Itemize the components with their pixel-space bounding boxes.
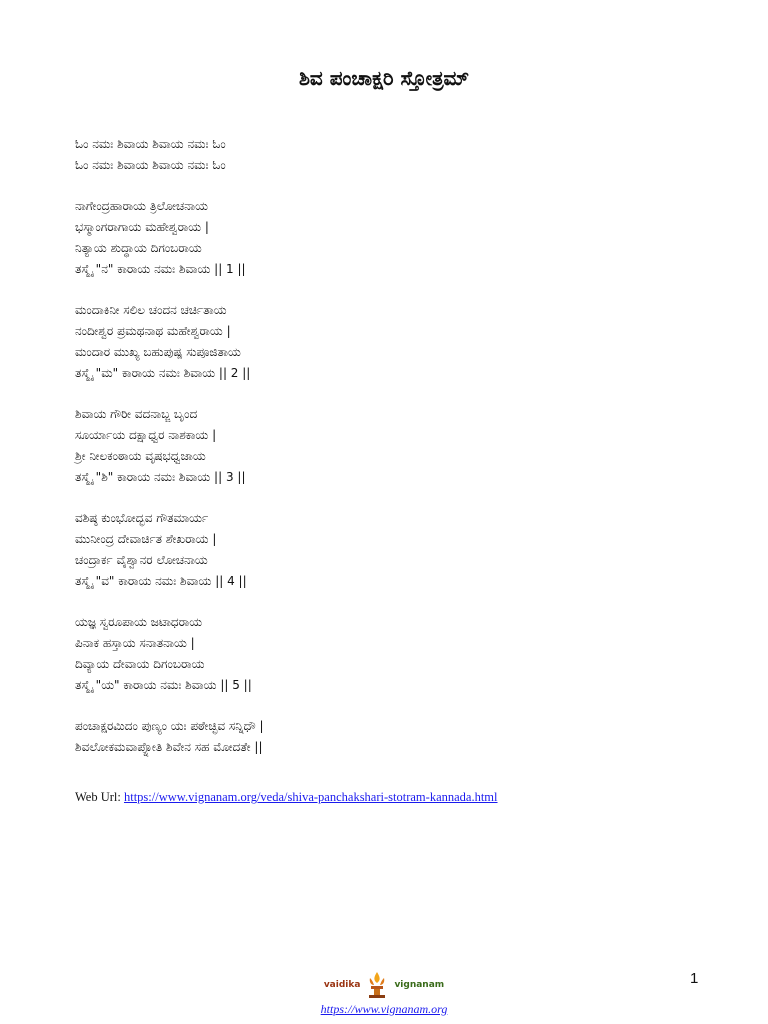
web-url-line [75, 790, 498, 805]
verse-line: ಪಂಚಾಕ್ಷರಮಿದಂ ಪುಣ್ಯಂ ಯಃ ಪಠೇಚ್ಛಿವ ಸನ್ನಿಧೌ | [75, 719, 264, 733]
verse-line: ತಸ್ಮೈ "ನ" ಕಾರಾಯ ನಮಃ ಶಿವಾಯ || 1 || [75, 262, 246, 276]
stanza-2 [75, 300, 264, 384]
stanza-1 [75, 196, 264, 280]
verse-line: ಮಂದಾಕಿನೀ ಸಲಿಲ ಚಂದನ ಚರ್ಚಿತಾಯ [75, 303, 227, 317]
stanza-3 [75, 404, 264, 488]
verse-line: ವಶಿಷ್ಠ ಕುಂಭೋದ್ಭವ ಗೌತಮಾರ್ಯ [75, 511, 209, 525]
stanza-5 [75, 612, 264, 696]
verse-line: ತಸ್ಮೈ "ಯ" ಕಾರಾಯ ನಮಃ ಶಿವಾಯ || 5 || [75, 678, 252, 692]
verse-line: ಓಂ ನಮಃ ಶಿವಾಯ ಶಿವಾಯ ನಮಃ ಓಂ [75, 158, 226, 172]
verse-line: ತಸ್ಮೈ "ಶಿ" ಕಾರಾಯ ನಮಃ ಶಿವಾಯ || 3 || [75, 470, 246, 484]
logo-text-left: vaidika [323, 980, 361, 990]
stotram-body [75, 134, 264, 778]
verse-line: ಚಂದ್ರಾರ್ಕ ವೈಶ್ವಾನರ ಲೋಚನಾಯ [75, 553, 208, 567]
page-number: 1 [690, 970, 699, 987]
verse-line: ಯಜ್ಞ ಸ್ವರೂಪಾಯ ಜಟಾಧರಾಯ [75, 615, 203, 629]
stanza-6 [75, 716, 264, 758]
verse-line: ದಿವ್ಯಾಯ ದೇವಾಯ ದಿಗಂಬರಾಯ [75, 657, 205, 671]
verse-line: ನಾಗೇಂದ್ರಹಾರಾಯ ತ್ರಿಲೋಚನಾಯ [75, 199, 208, 213]
lamp-icon [364, 970, 390, 1000]
web-url-link[interactable]: https://www.vignanam.org/veda/shiva-panchakshari-stotram-kannada.html [123, 790, 498, 804]
verse-line: ಶಿವಾಯ ಗೌರೀ ವದನಾಬ್ಜ ಬೃಂದ [75, 407, 198, 421]
verse-line: ಶ್ರೀ ನೀಲಕಂಠಾಯ ವೃಷಭಧ್ವಜಾಯ [75, 449, 206, 463]
stanza-4 [75, 508, 264, 592]
verse-line: ಓಂ ನಮಃ ಶಿವಾಯ ಶಿವಾಯ ನಮಃ ಓಂ [75, 137, 226, 151]
verse-line: ನಂದೀಶ್ವರ ಪ್ರಮಥನಾಥ ಮಹೇಶ್ವರಾಯ | [75, 324, 231, 338]
verse-line: ಮುನೀಂದ್ರ ದೇವಾರ್ಚಿತ ಶೇಖರಾಯ | [75, 532, 217, 546]
verse-line: ಪಿನಾಕ ಹಸ್ತಾಯ ಸನಾತನಾಯ | [75, 636, 195, 650]
stanza-0 [75, 134, 264, 176]
verse-line: ನಿತ್ಯಾಯ ಶುದ್ಧಾಯ ದಿಗಂಬರಾಯ [75, 241, 202, 255]
footer-url-link[interactable]: https://www.vignanam.org [320, 1002, 448, 1016]
verse-line: ಭಸ್ಮಾಂಗರಾಗಾಯ ಮಹೇಶ್ವರಾಯ | [75, 220, 209, 234]
vignanam-logo [0, 965, 768, 1005]
footer-url [0, 1002, 768, 1017]
verse-line: ಶಿವಲೋಕಮವಾಪ್ನೋತಿ ಶಿವೇನ ಸಹ ಮೋದತೇ || [75, 740, 263, 754]
verse-line: ತಸ್ಮೈ "ವ" ಕಾರಾಯ ನಮಃ ಶಿವಾಯ || 4 || [75, 574, 247, 588]
web-url-label: Web Url: [75, 790, 121, 804]
page-title: ಶಿವ ಪಂಚಾಕ್ಷರಿ ಸ್ತೋತ್ರಮ್ [298, 66, 470, 90]
verse-line: ಮಂದಾರ ಮುಖ್ಯ ಬಹುಪುಷ್ಪ ಸುಪೂಜಿತಾಯ [75, 345, 241, 359]
verse-line: ತಸ್ಮೈ "ಮ" ಕಾರಾಯ ನಮಃ ಶಿವಾಯ || 2 || [75, 366, 251, 380]
verse-line: ಸೂರ್ಯಾಯ ದಕ್ಷಾಧ್ವರ ನಾಶಕಾಯ | [75, 428, 217, 442]
logo-text-right: vignanam [394, 980, 445, 990]
